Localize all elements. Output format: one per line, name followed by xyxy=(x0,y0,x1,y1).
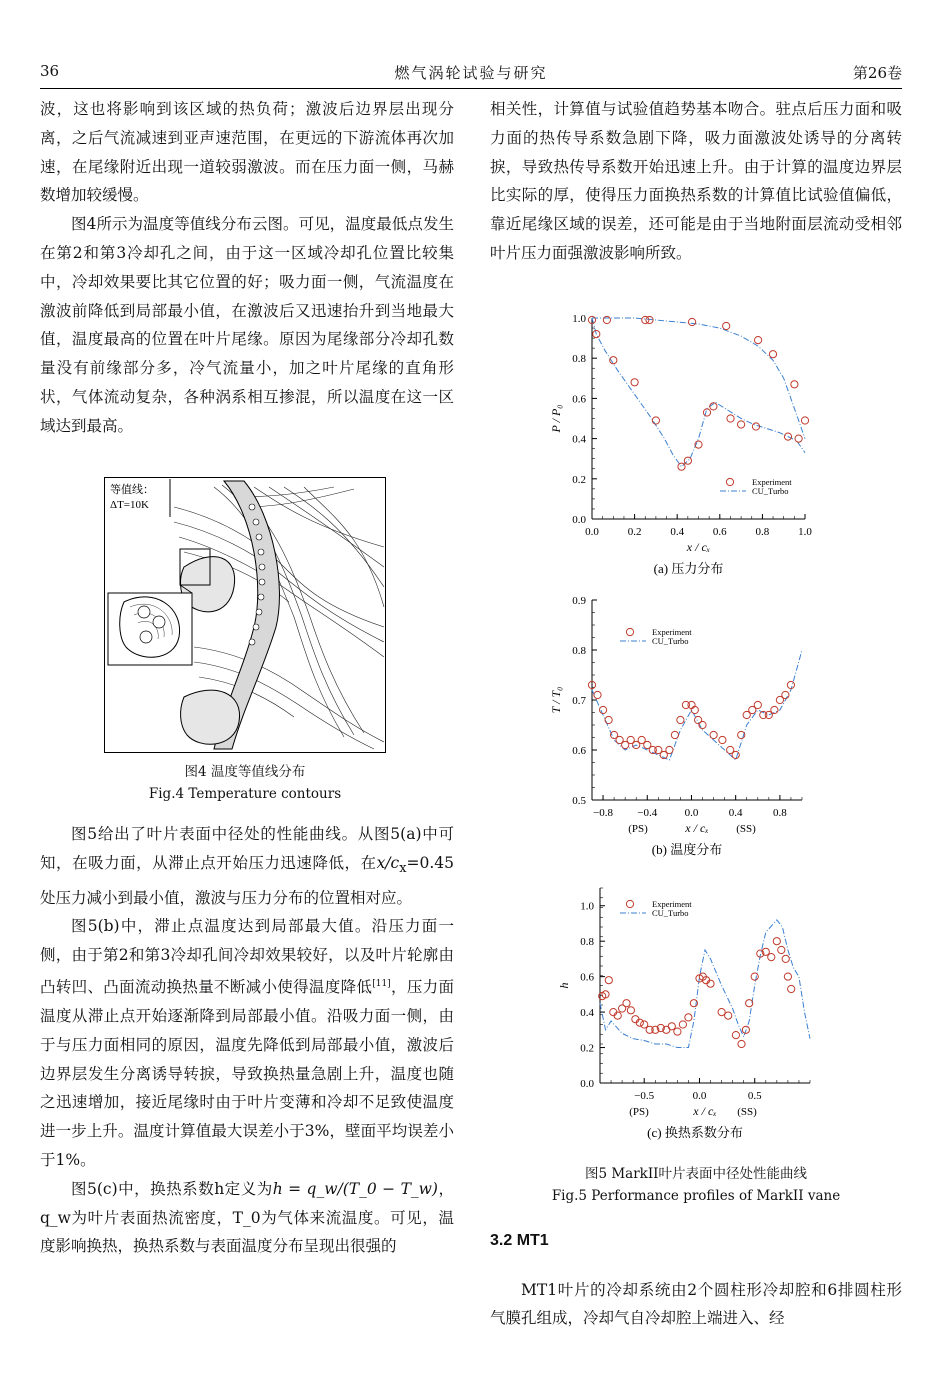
right-column-bottom xyxy=(490,1260,902,1349)
experiment-point xyxy=(725,1012,732,1019)
y-tick-label: 0.5 xyxy=(572,795,586,807)
y-axis-label: h xyxy=(557,982,571,989)
y-tick-label: 0.0 xyxy=(580,1078,594,1090)
x-tick-label: 0.0 xyxy=(585,526,599,538)
experiment-point xyxy=(678,463,685,470)
x-side-label-ss: (SS) xyxy=(737,1106,757,1118)
y-tick-label: 0.8 xyxy=(572,645,586,657)
experiment-point xyxy=(784,973,791,980)
figure5-caption-cn: 图5 MarkII叶片表面中径处性能曲线 xyxy=(584,1166,808,1182)
experiment-point xyxy=(685,1014,692,1021)
volume-number: 第26卷 xyxy=(852,64,902,82)
experiment-point xyxy=(782,691,789,698)
x-tick-label: 0.8 xyxy=(773,807,787,819)
figure4-caption-en: Fig.4 Temperature contours xyxy=(148,786,342,802)
chart-heat-transfer-distribution xyxy=(520,880,820,1155)
experiment-point xyxy=(631,379,638,386)
experiment-point xyxy=(768,954,775,961)
legend-experiment-marker xyxy=(626,628,633,635)
y-tick-label: 0.7 xyxy=(572,695,586,707)
running-header xyxy=(40,62,902,84)
experiment-point xyxy=(791,381,798,388)
experiment-point xyxy=(727,415,734,422)
figure5-caption-en: Fig.5 Performance profiles of MarkII vane xyxy=(551,1188,841,1204)
experiment-point xyxy=(600,706,607,713)
experiment-point xyxy=(795,435,802,442)
chart-pressure-distribution xyxy=(520,306,820,591)
experiment-point xyxy=(738,421,745,428)
experiment-point xyxy=(801,417,808,424)
text-run: ，压力面温度从滞止点开始逐渐降到局部最小值。沿吸力面一侧，由于与压力面相同的原因，温度先降低到局部最小值，激波后边界层发生分离诱导转捩，导致换热量急剧上升，温度也随之迅速增加，接近尾缘时由于叶片变薄和冷却不足致使温度进一步上升。温度计算值最大误差小于3%，壁面平均误差小于1%。 xyxy=(40,978,454,1170)
y-axis-label: P / P₀ xyxy=(549,404,563,433)
left-column-top xyxy=(40,95,454,441)
experiment-point xyxy=(769,351,776,358)
chart-subcaption: (b) 温度分布 xyxy=(651,842,723,857)
y-tick-label: 0.6 xyxy=(572,745,586,757)
x-axis-label: x / cₓ xyxy=(693,1104,717,1118)
y-tick-label: 0.6 xyxy=(580,971,594,984)
experiment-point xyxy=(773,938,780,945)
experiment-point xyxy=(752,423,759,430)
section-heading: 3.2 MT1 xyxy=(490,1232,549,1249)
x-tick-label: 1.0 xyxy=(798,526,812,538)
y-tick-label: 0.0 xyxy=(572,514,586,526)
contour-legend-line1: 等值线： xyxy=(110,484,154,496)
experiment-point xyxy=(788,985,795,992)
experiment-point xyxy=(738,1040,745,1047)
experiment-point xyxy=(605,716,612,723)
experiment-point xyxy=(782,955,789,962)
cu-turbo-line xyxy=(592,318,805,467)
legend-experiment-marker xyxy=(726,478,733,485)
variable: x/c xyxy=(376,853,400,872)
y-tick-label: 0.9 xyxy=(572,595,586,607)
experiment-point xyxy=(674,1028,681,1035)
experiment-point xyxy=(679,1021,686,1028)
contour-legend-line2: ΔT=10K xyxy=(110,499,149,511)
figure4-contour-plot xyxy=(104,477,386,753)
experiment-point xyxy=(787,681,794,688)
leading-edge-lower xyxy=(181,690,240,744)
experiment-point xyxy=(751,973,758,980)
experiment-point xyxy=(688,701,695,708)
y-tick-label: 0.8 xyxy=(572,353,586,366)
paragraph: 相关性，计算值与试验值趋势基本吻合。驻点后压力面和吸力面的热传导系数急剧下降，吸力面激波处诱导的分离转捩，导致热传导系数开始迅速上升。由于计算的温度边界层比实际的厚，使得压力面换热系数的计算值比试验值偏低，靠近尾缘区域的误差，还可能是由于当地附面层流动受相邻叶片压力面强激波影响所致。 xyxy=(490,100,902,262)
legend-experiment-label: Experiment xyxy=(652,627,692,637)
x-side-label-ss: (SS) xyxy=(736,823,756,835)
subscript: x xyxy=(399,860,407,876)
experiment-point xyxy=(668,1023,675,1030)
legend-experiment-marker xyxy=(626,900,633,907)
x-tick-label: 0.6 xyxy=(712,526,727,538)
legend-cu-turbo-label: CU_Turbo xyxy=(652,908,689,918)
x-side-label-ps: (PS) xyxy=(628,823,648,835)
formula: h = q_w/(T_0 − T_w) xyxy=(272,1179,438,1198)
text-run: 图5(c)中，换热系数h定义为 xyxy=(71,1179,273,1198)
chart-subcaption: (c) 换热系数分布 xyxy=(647,1125,743,1140)
y-tick-label: 0.6 xyxy=(572,393,586,406)
experiment-point xyxy=(689,318,696,325)
paragraph xyxy=(40,1175,454,1261)
x-tick-label: 0.4 xyxy=(728,807,743,819)
experiment-point xyxy=(691,706,698,713)
experiment-point xyxy=(684,457,691,464)
experiment-point xyxy=(771,706,778,713)
experiment-point xyxy=(754,701,761,708)
experiment-point xyxy=(755,337,762,344)
y-tick-label: 0.4 xyxy=(580,1007,594,1020)
page-number: 36 xyxy=(40,62,60,80)
x-side-label-ps: (PS) xyxy=(629,1106,649,1118)
experiment-point xyxy=(642,316,649,323)
legend-cu-turbo-label: CU_Turbo xyxy=(752,486,789,496)
experiment-point xyxy=(652,417,659,424)
experiment-point xyxy=(623,1000,630,1007)
paragraph: 波，这也将影响到该区域的热负荷；激波后边界层出现分离，之后气流减速到亚声速范围，在更远的下游流体再次加速，在尾缘附近出现一道较弱激波。而在压力面一侧，马赫数增加较缓慢。 xyxy=(40,100,454,205)
experiment-point xyxy=(603,316,610,323)
y-tick-label: 1.0 xyxy=(580,900,594,913)
experiment-point xyxy=(746,1000,753,1007)
y-tick-label: 0.2 xyxy=(572,473,586,486)
figure4-caption-cn: 图4 温度等值线分布 xyxy=(184,764,306,780)
experiment-point xyxy=(718,1009,725,1016)
experiment-point xyxy=(778,946,785,953)
y-axis-label: T / T₀ xyxy=(549,686,563,714)
legend-experiment-label: Experiment xyxy=(752,477,792,487)
paragraph xyxy=(40,820,454,912)
experiment-point xyxy=(666,746,673,753)
experiment-point xyxy=(732,751,739,758)
y-tick-label: 0.2 xyxy=(580,1042,594,1055)
experiment-point xyxy=(594,691,601,698)
cu-turbo-line xyxy=(592,650,802,760)
x-tick-label: 0.0 xyxy=(692,1090,707,1102)
experiment-point xyxy=(710,731,717,738)
x-tick-label: −0.5 xyxy=(634,1090,655,1102)
x-tick-label: 0.0 xyxy=(684,807,699,819)
left-column-bottom xyxy=(40,820,454,1261)
journal-title: 燃气涡轮试验与研究 xyxy=(394,64,548,82)
y-tick-label: 0.8 xyxy=(580,936,594,949)
x-tick-label: 0.4 xyxy=(670,526,685,538)
x-tick-label: −0.4 xyxy=(637,807,658,819)
experiment-point xyxy=(732,1032,739,1039)
experiment-point xyxy=(627,1007,634,1014)
paragraph: 图4所示为温度等值线分布云图。可见，温度最低点发生在第2和第3冷却孔之间，由于这一区域冷却孔位置比较集中，冷却效果要比其它位置的好；吸力面一侧，气流温度在激波前降低到局部最小值，在激波后又迅速抬升到当地最大值，温度最高的位置在叶片尾缘。原因为尾缘部分冷却孔数量没有前缘部分多，冷气流量小，加之叶片尾缘的直角形状，气体流动复杂，各种涡系相互掺混，所以温度在这一区域达到最高。 xyxy=(40,215,454,435)
y-tick-label: 0.4 xyxy=(572,433,586,446)
legend-cu-turbo-label: CU_Turbo xyxy=(652,636,689,646)
paragraph: MT1叶片的冷却系统由2个圆柱形冷却腔和6排圆柱形气膜孔组成，冷却气自冷却腔上端进入、经 xyxy=(490,1280,902,1328)
text-run: =0.45处压力减小到最小值，激波与压力分布的位置相对应。 xyxy=(40,853,454,907)
experiment-point xyxy=(677,716,684,723)
x-tick-label: −0.8 xyxy=(593,807,614,819)
text-run: 图5(b)中，滞止点温度达到局部最大值。沿压力面一侧，由于第2和第3冷却孔间冷却效果较好，以及叶片轮廓由凸转凹、凸面流动换热量不断减小使得温度降低 xyxy=(40,917,454,997)
experiment-point xyxy=(703,409,710,416)
x-tick-label: 0.2 xyxy=(627,526,642,538)
y-tick-label: 1.0 xyxy=(572,313,586,325)
cu-turbo-line xyxy=(592,318,805,439)
citation: [11] xyxy=(372,979,391,990)
experiment-point xyxy=(723,322,730,329)
text-run: ，q_w为叶片表面热流密度，T_0为气体来流温度。可见，温度影响换热，换热系数与表面温度分布呈现出很强的 xyxy=(40,1179,454,1256)
right-column-top xyxy=(490,95,902,268)
paragraph xyxy=(40,912,454,1174)
legend-experiment-label: Experiment xyxy=(652,899,692,909)
chart-subcaption: (a) 压力分布 xyxy=(653,561,724,576)
x-axis-label: x / cₓ xyxy=(685,821,709,835)
experiment-point xyxy=(671,731,678,738)
experiment-point xyxy=(605,977,612,984)
chart-temperature-distribution xyxy=(520,590,820,870)
x-tick-label: 0.8 xyxy=(755,526,770,538)
header-rule xyxy=(40,88,902,89)
experiment-point xyxy=(719,736,726,743)
x-tick-label: 0.5 xyxy=(747,1090,762,1102)
text-run: 图5给出了叶片表面中径处的性能曲线。从图5(a)中可知，在吸力面，从滞止点开始压力迅速降低，在 xyxy=(40,825,454,872)
x-axis-label: x / cₓ xyxy=(686,540,711,554)
